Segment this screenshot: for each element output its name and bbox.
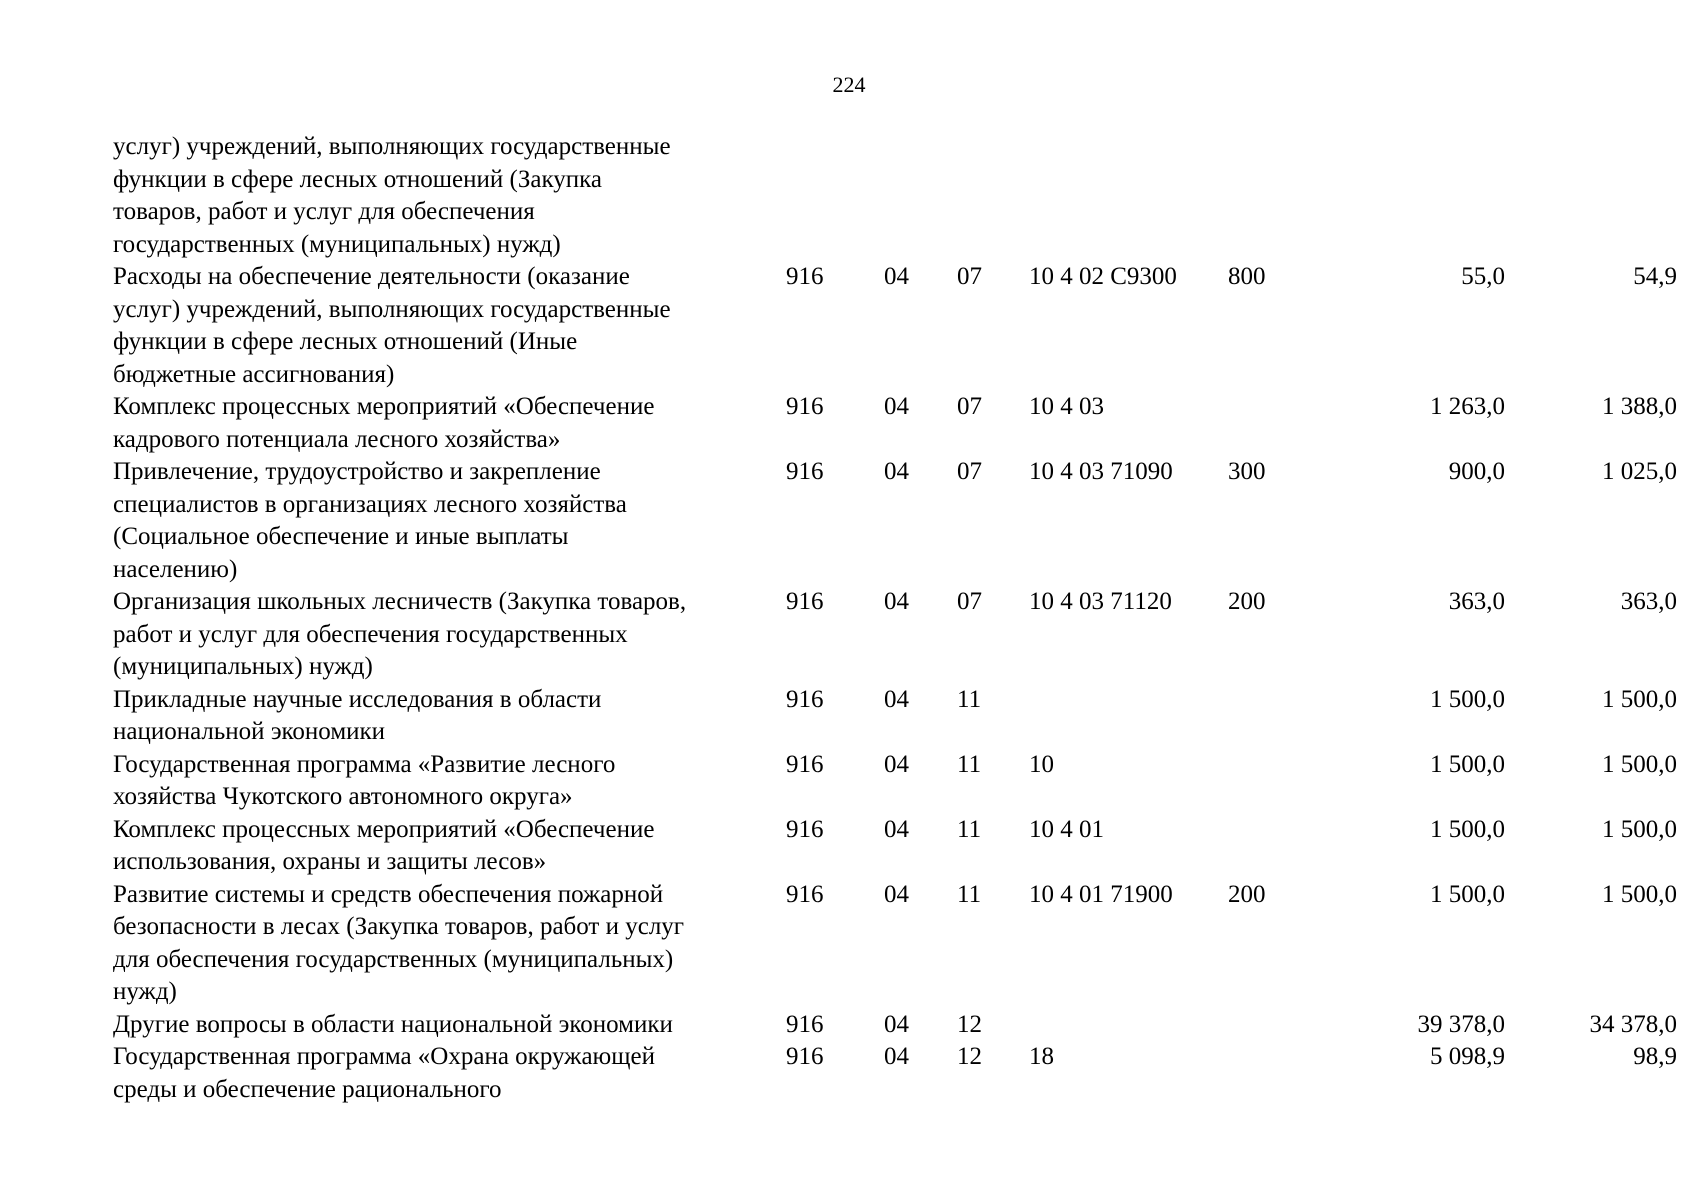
row-rz-cell: 04	[884, 750, 909, 778]
row-gr-cell: 916	[786, 588, 824, 615]
row-rz-cell: 04	[884, 393, 909, 420]
row-vr-cell: 300	[1228, 458, 1266, 485]
row-pr-cell: 11	[957, 685, 982, 713]
row-csr-cell: 10 4 03 71120	[1029, 588, 1172, 615]
row-gr-cell: 916	[786, 393, 824, 420]
row-pr-cell: 07	[957, 588, 982, 615]
row-sum2-cell: 1 500,0	[1602, 815, 1677, 843]
row-vr-cell	[1228, 684, 1343, 749]
row-name-cell: Другие вопросы в области национальной экономики	[113, 1010, 673, 1038]
row-pr-cell: 07	[957, 458, 982, 485]
row-vr-cell: 800	[1228, 263, 1266, 290]
row-gr-cell: 916	[786, 750, 824, 778]
row-sum1-cell: 55,0	[1461, 263, 1505, 290]
row-name-cell: Прикладные научные исследования в области национальной экономики	[113, 685, 602, 745]
row-name-cell: Комплекс процессных мероприятий «Обеспечение использования, охраны и защиты лесов»	[113, 815, 655, 875]
table-row	[113, 586, 1677, 684]
table-row	[113, 684, 1677, 749]
row-sum1-cell: 1 263,0	[1430, 393, 1505, 420]
row-rz-cell: 04	[884, 588, 909, 615]
row-name-cell: Организация школьных лесничеств (Закупка товаров, работ и услуг для обеспечения государственных (муниципальных) нужд)	[113, 588, 687, 680]
row-sum2-cell: 1 500,0	[1602, 880, 1677, 908]
row-gr-cell: 916	[786, 458, 824, 485]
row-sum1-cell: 1 500,0	[1430, 815, 1505, 843]
row-name-cell: Расходы на обеспечение деятельности (оказание услуг) учреждений, выполняющих государственные функции в сфере лесных отношений (Иные бюджетные ассигнования)	[113, 263, 671, 388]
row-gr-cell: 916	[786, 815, 824, 843]
table-body	[113, 131, 1677, 1106]
row-sum2-cell: 34 378,0	[1589, 1010, 1677, 1038]
row-sum1-cell: 1 500,0	[1430, 750, 1505, 778]
table-row	[113, 131, 1677, 261]
table-row	[113, 1041, 1677, 1106]
row-vr-cell	[1228, 391, 1343, 456]
row-rz-cell: 04	[884, 458, 909, 485]
row-gr-cell: 916	[786, 1043, 824, 1070]
row-gr-cell	[786, 131, 884, 261]
row-csr-cell: 10 4 03 71090	[1029, 458, 1173, 485]
row-pr-cell: 11	[957, 815, 982, 843]
row-pr-cell: 07	[957, 393, 982, 420]
row-pr-cell: 12	[957, 1043, 982, 1070]
row-csr-cell: 10 4 01	[1029, 815, 1104, 843]
row-rz-cell: 04	[884, 1043, 909, 1070]
row-sum1-cell: 1 500,0	[1430, 880, 1505, 908]
row-sum1-cell: 39 378,0	[1417, 1010, 1505, 1038]
row-sum1-cell: 363,0	[1448, 588, 1505, 615]
row-vr-cell	[1228, 1009, 1343, 1042]
row-pr-cell: 12	[957, 1010, 982, 1038]
budget-table	[113, 131, 1677, 1106]
row-sum2-cell: 98,9	[1633, 1043, 1677, 1070]
row-gr-cell: 916	[786, 263, 824, 290]
table-row	[113, 879, 1677, 1009]
row-csr-cell: 10 4 01 71900	[1029, 880, 1173, 908]
row-csr-cell: 18	[1029, 1043, 1054, 1070]
row-name-cell: Государственная программа «Охрана окружающей среды и обеспечение рационального	[113, 1043, 655, 1103]
row-rz-cell: 04	[884, 880, 909, 908]
row-pr-cell	[957, 131, 1029, 261]
row-csr-cell: 10 4 03	[1029, 393, 1104, 420]
row-vr-cell: 200	[1228, 588, 1266, 615]
row-vr-cell	[1228, 131, 1343, 261]
table-row	[113, 456, 1677, 586]
row-vr-cell	[1228, 814, 1343, 879]
row-csr-cell	[1029, 684, 1228, 749]
row-sum1-cell	[1343, 131, 1505, 261]
row-vr-cell	[1228, 1041, 1343, 1106]
row-gr-cell: 916	[786, 685, 824, 713]
page-number: 224	[832, 72, 866, 97]
row-pr-cell: 11	[957, 750, 982, 778]
row-vr-cell: 200	[1228, 880, 1266, 908]
row-name-cell: Комплекс процессных мероприятий «Обеспечение кадрового потенциала лесного хозяйства»	[113, 393, 655, 453]
row-rz-cell: 04	[884, 263, 909, 290]
row-name-cell: Привлечение, трудоустройство и закрепление специалистов в организациях лесного хозяйства (Социальное обеспечение и иные выплаты населению)	[113, 458, 627, 583]
table-row	[113, 814, 1677, 879]
row-pr-cell: 11	[957, 880, 982, 908]
row-sum1-cell: 1 500,0	[1430, 685, 1505, 713]
table-row	[113, 261, 1677, 391]
row-rz-cell: 04	[884, 1010, 909, 1038]
row-sum2-cell: 363,0	[1620, 588, 1677, 615]
row-sum1-cell: 5 098,9	[1430, 1043, 1505, 1070]
row-sum2-cell: 1 025,0	[1602, 458, 1677, 485]
table-row	[113, 1009, 1677, 1042]
row-csr-cell: 10 4 02 С9300	[1029, 263, 1177, 290]
row-sum2-cell: 1 500,0	[1602, 685, 1677, 713]
row-sum2-cell: 1 500,0	[1602, 750, 1677, 778]
row-name-cell: Государственная программа «Развитие лесного хозяйства Чукотского автономного округа»	[113, 750, 616, 810]
row-rz-cell: 04	[884, 685, 909, 713]
row-gr-cell: 916	[786, 1010, 824, 1038]
row-vr-cell	[1228, 749, 1343, 814]
row-pr-cell: 07	[957, 263, 982, 290]
row-rz-cell: 04	[884, 815, 909, 843]
row-sum1-cell: 900,0	[1448, 458, 1505, 485]
row-rz-cell	[884, 131, 957, 261]
row-sum2-cell: 54,9	[1633, 263, 1677, 290]
table-row	[113, 391, 1677, 456]
row-csr-cell	[1029, 1009, 1228, 1042]
table-row	[113, 749, 1677, 814]
row-sum2-cell	[1505, 131, 1677, 261]
row-sum2-cell: 1 388,0	[1602, 393, 1677, 420]
row-gr-cell: 916	[786, 880, 824, 908]
row-name-cell: услуг) учреждений, выполняющих государственные функции в сфере лесных отношений (Закупка товаров, работ и услуг для обеспечения государственных (муниципальных) нужд)	[113, 133, 671, 258]
row-csr-cell: 10	[1029, 750, 1054, 778]
row-csr-cell	[1029, 131, 1228, 261]
row-name-cell: Развитие системы и средств обеспечения пожарной безопасности в лесах (Закупка товаров, работ и услуг для обеспечения государственных (муниципальных) нужд)	[113, 880, 685, 1005]
